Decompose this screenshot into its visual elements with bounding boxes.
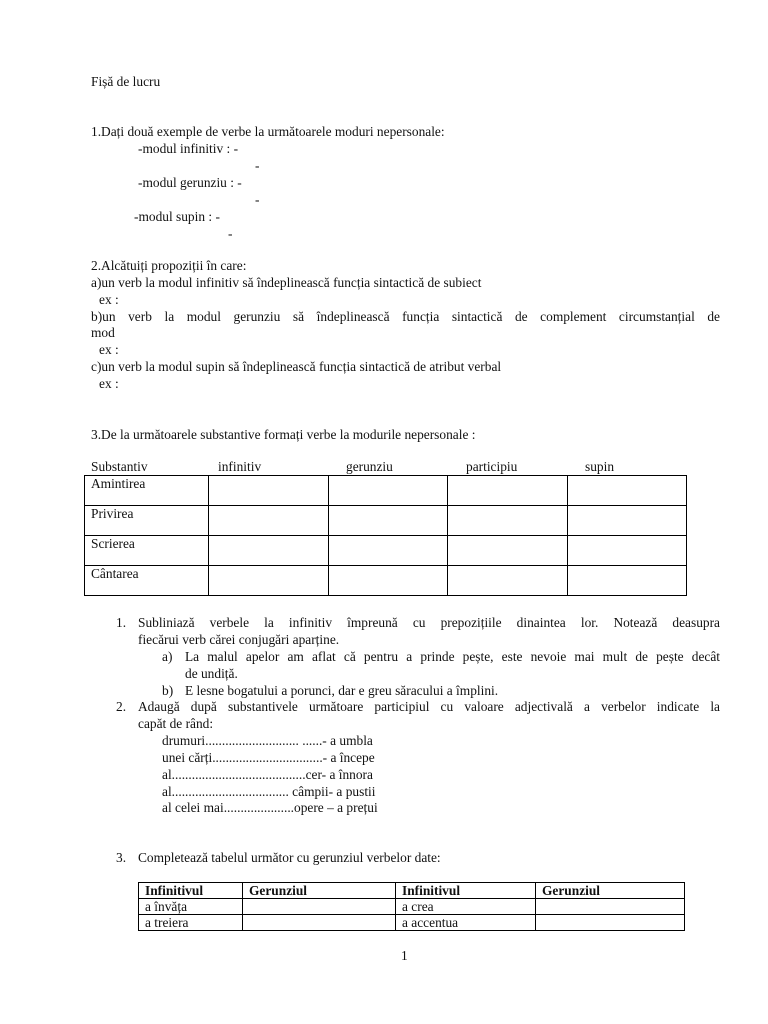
table-header: Gerunziul [243,883,396,899]
fill-line: drumuri............................ ......- a umbla [162,733,373,748]
table-cell-empty[interactable] [328,566,448,596]
q2-heading: 2.Alcătuiți propoziții în care: [91,258,247,273]
table-cell-empty[interactable] [243,915,396,931]
table-row [139,915,685,931]
table-cell-empty[interactable] [567,566,687,596]
item2-line2: capăt de rând: [138,716,214,731]
table-cell: a accentua [396,915,536,931]
q1-supin: -modul supin : - [134,209,220,224]
fill-line: al celei mai.....................opere – a prețui [162,800,378,815]
q1-dash: - [228,226,233,241]
table-row [85,566,687,596]
col-header: supin [585,459,615,474]
table-cell: Amintirea [85,476,209,506]
q1-heading: 1.Dați două exemple de verbe la următoarele moduri nepersonale: [91,124,445,139]
gerunziu-table [138,882,685,931]
table-header: Infinitivul [396,883,536,899]
table-row [85,506,687,536]
page-number: 1 [401,948,408,963]
item1-line1: Subliniază verbele la infinitiv împreună cu prepozițiile dinaintea lor. Notează deasupra [138,615,720,630]
item2-line1: Adaugă după substantivele următoare participiul cu valoare adjectivală a verbelor indicate la [138,699,720,714]
q1-dash: - [255,192,260,207]
q2-c: c)un verb la modul supin să îndeplinească funcția sintactică de atribut verbal [91,359,502,374]
substantive-table [84,475,687,596]
q2-b: b)un verb la modul gerunziu să îndeplinească funcția sintactică de complement circumstanțial de [91,309,720,324]
table-cell-empty[interactable] [328,536,448,566]
sub-label: b) [162,683,174,698]
table-row [139,899,685,915]
item3: Completează tabelul următor cu gerunziul verbelor date: [138,850,441,865]
table-cell-empty[interactable] [567,536,687,566]
table-cell-empty[interactable] [567,476,687,506]
col-header: infinitiv [218,459,262,474]
table-cell-empty[interactable] [448,536,568,566]
q2-ex: ex : [99,376,119,391]
table-cell-empty[interactable] [209,536,329,566]
q3-heading: 3.De la următoarele substantive formați verbe la modurile nepersonale : [91,427,476,442]
q1-gerunziu: -modul gerunziu : - [138,175,242,190]
fill-line: al................................... câmpii- a pustii [162,784,376,799]
table-cell-empty[interactable] [536,899,685,915]
table-cell: Scrierea [85,536,209,566]
list-number: 1. [116,615,127,630]
table-cell: Privirea [85,506,209,536]
col-header: participiu [466,459,518,474]
table-cell: a învăța [139,899,243,915]
table-cell-empty[interactable] [209,566,329,596]
table-cell-empty[interactable] [209,506,329,536]
table-cell-empty[interactable] [448,566,568,596]
sub-a-line2: de undiță. [185,666,238,681]
table-cell-empty[interactable] [328,506,448,536]
table-header-row [139,883,685,899]
table-cell-empty[interactable] [448,506,568,536]
q2-ex: ex : [99,292,119,307]
fill-line: al........................................cer- a înnora [162,767,373,782]
sub-label: a) [162,649,173,664]
list-number: 2. [116,699,127,714]
q2-a: a)un verb la modul infinitiv să îndeplinească funcția sintactică de subiect [91,275,482,290]
table-cell-empty[interactable] [448,476,568,506]
table-cell-empty[interactable] [328,476,448,506]
table-header: Infinitivul [139,883,243,899]
q2-b2: mod [91,325,115,340]
table-cell: a treiera [139,915,243,931]
table-row [85,476,687,506]
col-header: Substantiv [91,459,148,474]
table-cell-empty[interactable] [243,899,396,915]
sub-b: E lesne bogatului a porunci, dar e greu săracului a împlini. [185,683,499,698]
table-cell: Cântarea [85,566,209,596]
q1-infinitiv: -modul infinitiv : - [138,141,239,156]
q2-ex: ex : [99,342,119,357]
q1-dash: - [255,158,260,173]
table-cell-empty[interactable] [209,476,329,506]
col-header: gerunziu [346,459,393,474]
table-cell-empty[interactable] [536,915,685,931]
list-number: 3. [116,850,127,865]
table-header: Gerunziul [536,883,685,899]
table-cell: a crea [396,899,536,915]
fill-line: unei cărți.................................- a începe [162,750,375,765]
item1-line2: fiecărui verb cărei conjugări aparține. [138,632,340,647]
page-title: Fișă de lucru [91,74,161,89]
sub-a-line1: La malul apelor am aflat că pentru a prinde pește, este nevoie mai mult de pește decât [185,649,720,664]
table-row [85,536,687,566]
table-cell-empty[interactable] [567,506,687,536]
